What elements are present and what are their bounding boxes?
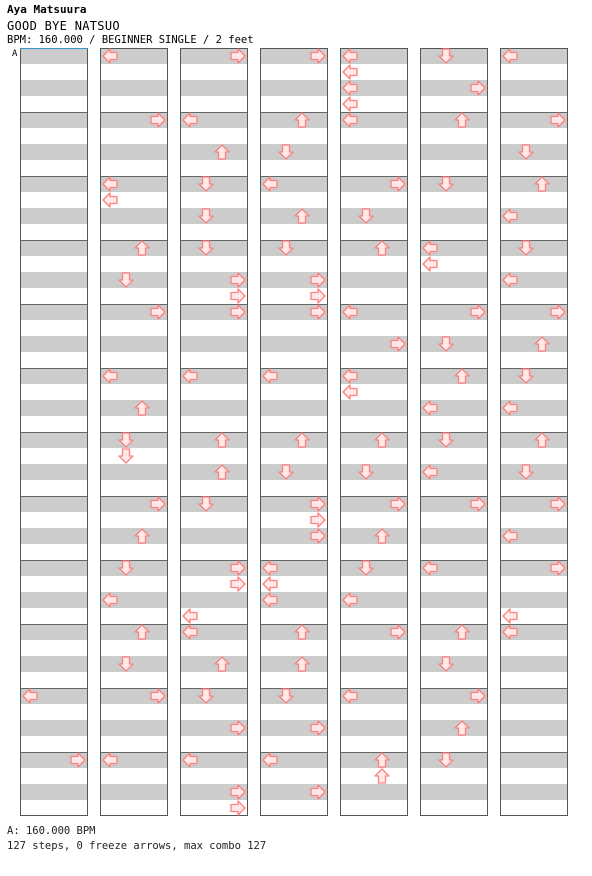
lane-stripe: [340, 240, 408, 256]
lane-stripe: [180, 464, 248, 480]
lane-stripe: [180, 208, 248, 224]
right-arrow-icon: [231, 577, 245, 591]
lane-stripe: [100, 784, 168, 800]
lane-stripe: [20, 528, 88, 544]
lane-stripe: [20, 336, 88, 352]
lane-stripe: [20, 176, 88, 192]
lane-stripe: [260, 80, 328, 96]
lane-stripe: [100, 336, 168, 352]
lane-stripe: [180, 144, 248, 160]
lane-stripe: [20, 272, 88, 288]
lane-stripe: [340, 752, 408, 768]
lane-stripe: [420, 272, 488, 288]
lane-stripe: [420, 176, 488, 192]
lane-stripe: [340, 464, 408, 480]
up-arrow-icon: [375, 769, 389, 783]
chart-column: [420, 48, 488, 816]
lane-stripe: [20, 304, 88, 320]
lane-stripe: [180, 432, 248, 448]
lane-stripe: [420, 656, 488, 672]
lane-stripe: [260, 336, 328, 352]
left-arrow-icon: [343, 97, 357, 111]
lane-stripe: [100, 624, 168, 640]
lane-stripe: [420, 208, 488, 224]
lane-stripe: [100, 208, 168, 224]
lane-stripe: [420, 48, 488, 64]
lane-stripe: [340, 144, 408, 160]
lane-stripe: [420, 432, 488, 448]
chart-column: [12, 48, 88, 816]
lane-stripe: [20, 464, 88, 480]
lane-stripe: [500, 656, 568, 672]
right-arrow-icon: [311, 513, 325, 527]
chart-column: [100, 48, 168, 816]
chart-column: [180, 48, 248, 816]
lane-stripe: [260, 240, 328, 256]
lane-stripe: [420, 624, 488, 640]
lane-stripe: [500, 144, 568, 160]
lane-stripe: [500, 752, 568, 768]
lane-stripe: [500, 720, 568, 736]
lane-stripe: [420, 336, 488, 352]
lane-stripe: [20, 656, 88, 672]
lane-stripe: [260, 464, 328, 480]
chart-column: [340, 48, 408, 816]
lane-stripe: [340, 208, 408, 224]
lane-stripe: [20, 80, 88, 96]
right-arrow-icon: [231, 289, 245, 303]
down-arrow-icon: [119, 449, 133, 463]
lane-stripe: [260, 400, 328, 416]
lane-stripe: [180, 656, 248, 672]
lane-stripe: [180, 240, 248, 256]
lane-stripe: [260, 432, 328, 448]
lane-stripe: [260, 208, 328, 224]
lane-stripe: [180, 80, 248, 96]
step-stats: 127 steps, 0 freeze arrows, max combo 127: [7, 840, 267, 852]
lane-stripe: [20, 240, 88, 256]
chart-column: [500, 48, 568, 816]
lane-stripe: [260, 112, 328, 128]
lane-stripe: [20, 624, 88, 640]
lane-stripe: [420, 368, 488, 384]
lane-stripe: [100, 720, 168, 736]
lane-stripe: [340, 272, 408, 288]
lane-stripe: [500, 688, 568, 704]
left-arrow-icon: [503, 609, 517, 623]
lane-stripe: [340, 400, 408, 416]
lane-stripe: [500, 336, 568, 352]
lane-stripe: [20, 48, 88, 64]
lane-stripe: [100, 240, 168, 256]
lane-stripe: [100, 464, 168, 480]
lane-stripe: [100, 400, 168, 416]
lane-stripe: [20, 112, 88, 128]
left-arrow-icon: [103, 193, 117, 207]
lane-stripe: [420, 528, 488, 544]
lane-stripe: [180, 592, 248, 608]
lane-stripe: [100, 560, 168, 576]
lane-stripe: [20, 784, 88, 800]
lane-stripe: [500, 240, 568, 256]
right-arrow-icon: [231, 801, 245, 815]
lane-stripe: [500, 592, 568, 608]
lane-stripe: [340, 560, 408, 576]
lane-stripe: [420, 592, 488, 608]
left-arrow-icon: [343, 385, 357, 399]
lane-stripe: [340, 528, 408, 544]
lane-stripe: [180, 688, 248, 704]
lane-stripe: [20, 592, 88, 608]
lane-stripe: [260, 144, 328, 160]
lane-stripe: [420, 144, 488, 160]
lane-stripe: [420, 752, 488, 768]
lane-stripe: [420, 720, 488, 736]
lane-stripe: [260, 624, 328, 640]
lane-stripe: [500, 80, 568, 96]
lane-stripe: [500, 784, 568, 800]
chart-column: [260, 48, 328, 816]
lane-stripe: [100, 80, 168, 96]
bpm-marker-label: A: [12, 49, 18, 59]
lane-stripe: [20, 144, 88, 160]
right-arrow-icon: [311, 289, 325, 303]
lane-stripe: [420, 784, 488, 800]
song-artist: Aya Matsuura: [7, 3, 87, 16]
lane-stripe: [260, 656, 328, 672]
lane-stripe: [20, 400, 88, 416]
lane-stripe: [500, 368, 568, 384]
lane-stripe: [20, 560, 88, 576]
lane-stripe: [500, 464, 568, 480]
lane-stripe: [100, 144, 168, 160]
lane-stripe: [180, 176, 248, 192]
left-arrow-icon: [423, 257, 437, 271]
lane-stripe: [100, 272, 168, 288]
lane-stripe: [100, 656, 168, 672]
lane-stripe: [340, 432, 408, 448]
lane-stripe: [20, 208, 88, 224]
left-arrow-icon: [183, 609, 197, 623]
lane-stripe: [500, 432, 568, 448]
lane-stripe: [340, 720, 408, 736]
lane-stripe: [20, 496, 88, 512]
left-arrow-icon: [343, 65, 357, 79]
lane-stripe: [500, 176, 568, 192]
lane-stripe: [20, 368, 88, 384]
lane-stripe: [20, 432, 88, 448]
bpm-summary: A: 160.000 BPM: [7, 825, 96, 837]
lane-stripe: [340, 784, 408, 800]
lane-stripe: [180, 528, 248, 544]
lane-stripe: [180, 336, 248, 352]
chart-info: BPM: 160.000 / BEGINNER SINGLE / 2 feet: [7, 34, 254, 46]
lane-stripe: [20, 720, 88, 736]
lane-stripe: [180, 496, 248, 512]
lane-stripe: [260, 688, 328, 704]
lane-stripe: [100, 432, 168, 448]
left-arrow-icon: [263, 577, 277, 591]
lane-stripe: [100, 528, 168, 544]
lane-stripe: [180, 400, 248, 416]
lane-stripe: [420, 112, 488, 128]
lane-stripe: [340, 656, 408, 672]
song-title: GOOD BYE NATSUO: [7, 19, 120, 33]
